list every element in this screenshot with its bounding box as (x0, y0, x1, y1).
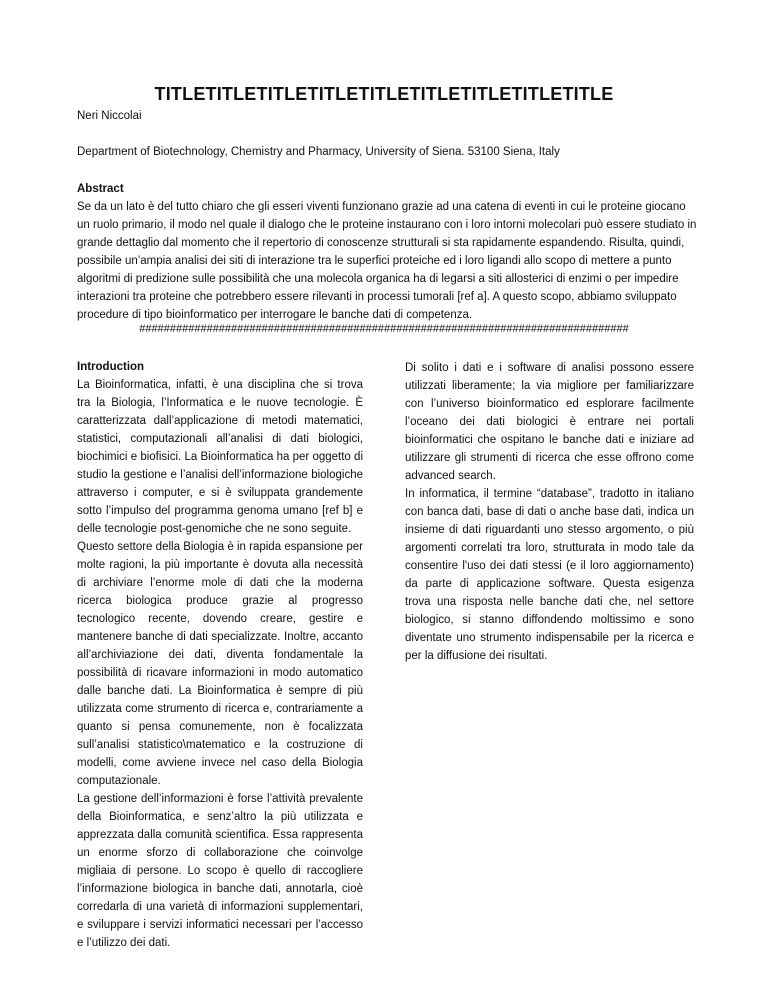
left-column (77, 358, 363, 952)
introduction-paragraph: La gestione dell’informazioni è forse l’attività prevalente della Bioinformatica, e senz’altro la più utilizzata e apprezzata dalla comunità scientifica. Essa rappresenta un enorme sforzo di collaborazione che coinvolge migliaia di persone. Lo scopo è quello di raccogliere l’informazione biologica in banche dati, annotarla, cioè corredarla di una varietà di informazioni supplementari, e sviluppare i servizi informatici necessari per l’accesso e l’utilizzo dei dati. (77, 793, 363, 949)
introduction-paragraph: Questo settore della Biologia è in rapida espansione per molte ragioni, la più importante è dovuta alla necessità di archiviare l’enorme mole di dati che la moderna ricerca biologica produce grazie al progresso tecnologico recente, dovendo creare, gestire e mantenere banche di dati specializzate. Inoltre, accanto all’archiviazione dei dati, diventa fondamentale la possibilità di ricavare informazioni in modo automatico dalle banche dati. La Bioinformatica è sempre di più utilizzata come strumento di ricerca e, contrariamente a quanto si pensa comunemente, non è focalizzata sull’analisi statistico\matematico e la costruzione di modelli, come avviene invece nel caso della Biologia computazionale. (77, 541, 363, 787)
introduction-heading: Introduction (77, 361, 145, 373)
author-affiliation: Department of Biotechnology, Chemistry and Pharmacy, University of Siena. 53100 Siena, Italy (77, 146, 560, 158)
paper-title: TITLETITLETITLETITLETITLETITLETITLETITLETITLE (154, 84, 614, 104)
introduction-paragraph: La Bioinformatica, infatti, è una disciplina che si trova tra la Biologia, l’Informatica e le nuove tecnologie. È caratterizzata dall’applicazione di metodi matematici, statistici, computazionali all’analisi di dati biologici, biochimici e biofisici. La Bioinformatica ha per oggetto di studio la gestione e l’analisi dell’informazione biologiche attraverso i computer, e si è sviluppata grandemente sotto l’impulso del programma genoma umano [ref b] e delle tecnologie post-genomiche che ne sono seguite. (77, 379, 363, 535)
body-paragraph: Di solito i dati e i software di analisi possono essere utilizzati liberamente; la via migliore per familiarizzare con l’universo bioinformatico ed esplorare facilmente l’oceano dei dati biologici è entrare nei portali bioinformatici che ospitano le banche dati e iniziare ad utilizzare gli strumenti di ricerca che esse offrono come advanced search. (405, 362, 694, 482)
author-name: Neri Niccolai (77, 110, 142, 122)
right-column (405, 359, 694, 665)
section-separator: ################################################################################ (139, 323, 629, 335)
abstract-heading: Abstract (77, 183, 124, 195)
abstract-text: Se da un lato è del tutto chiaro che gli esseri viventi funzionano grazie ad una catena di eventi in cui le proteine giocano un ruolo primario, il modo nel quale il dialogo che le proteine instaurano con i loro intorni molecolari può essere studiato in grande dettaglio dal momento che il repertorio di conoscenze strutturali si sta rapidamente espandendo. Risulta, quindi, possibile un’ampia analisi dei siti di interazione tra le superfici proteiche ed i loro ligandi allo scopo di mettere a punto algoritmi di predizione sulle possibilità che una molecola organica ha di legarsi a siti allosterici di enzimi o per impedire interazioni tra proteine che potrebbero essere rilevanti in processi tumorali [ref a]. A questo scopo, abbiamo sviluppato procedure di tipo bioinformatico per interrogare le banche dati di competenza. (77, 201, 697, 321)
body-paragraph: In informatica, il termine “database”, tradotto in italiano con banca dati, base di dati o anche base dati, indica un insieme di dati riguardanti uno stesso argomento, o più argomenti correlati tra loro, strutturata in modo tale da consentire l'uso dei dati stessi (e il loro aggiornamento) da parte di applicazione software. Questa esigenza trova una risposta nelle banche dati che, nel settore biologico, si stanno diffondendo moltissimo e sono diventate uno strumento indispensabile per la ricerca e per la diffusione dei risultati. (405, 488, 694, 662)
abstract-section (77, 180, 697, 324)
